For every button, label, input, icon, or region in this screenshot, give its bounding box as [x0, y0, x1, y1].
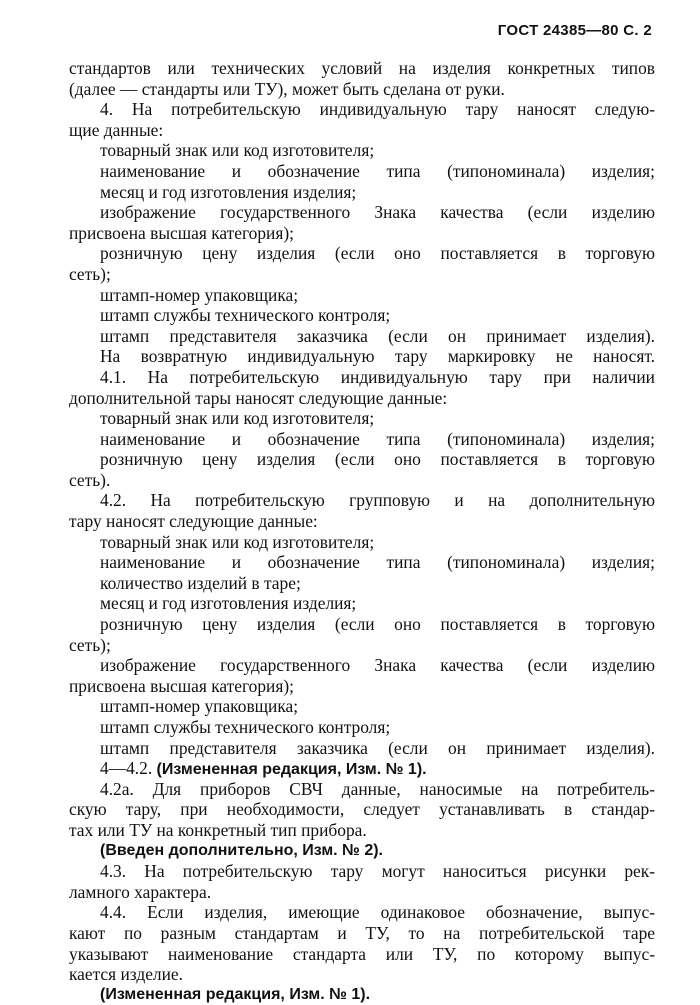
text-line: штамп-номер упаковщика; [100, 696, 299, 717]
text-line: розничную цену изделия (если оно поставляется в торговую [100, 243, 655, 264]
text-line: скую тару, при необходимости, следует устанавливать в стандар- [69, 799, 655, 820]
text-line: сеть). [69, 469, 111, 490]
text-line: изображение государственного Знака качества (если изделию [100, 202, 655, 223]
text-line: товарный знак или код изготовителя; [100, 140, 375, 161]
text-line: щие данные: [69, 119, 164, 140]
text-line: присвоена высшая категория); [69, 675, 294, 696]
text-line: розничную цену изделия (если оно поставляется в торговую [100, 449, 655, 470]
text-line: стандартов или технических условий на изделия конкретных типов [69, 58, 655, 78]
text-line: 4.4. Если изделия, имеющие одинаковое обозначение, выпус- [100, 902, 655, 923]
text-line: сеть); [69, 634, 111, 655]
text-line: товарный знак или код изготовителя; [100, 531, 375, 552]
text-line: месяц и год изготовления изделия; [100, 593, 357, 614]
text-line: 4.2. На потребительскую групповую и на дополнительную [100, 490, 655, 511]
text-line: товарный знак или код изготовителя; [100, 408, 375, 429]
text-line: 4.1. На потребительскую индивидуальную тару при наличии [100, 366, 655, 387]
text-line: штамп представителя заказчика (если он принимает изделия). [100, 325, 655, 346]
text-line: 4.3. На потребительскую тару могут наноситься рисунки рек- [100, 861, 655, 882]
text-line: месяц и год изготовления изделия; [100, 181, 357, 202]
text-line: 4.2а. Для приборов СВЧ данные, наносимые на потребитель- [100, 778, 655, 799]
text-line: (далее — стандарты или ТУ), может быть сделана от руки. [69, 78, 505, 99]
text-line: розничную цену изделия (если оно поставляется в торговую [100, 614, 655, 635]
text-line: наименование и обозначение типа (типономинала) изделия; [100, 552, 655, 573]
text-line: штамп-номер упаковщика; [100, 284, 299, 305]
text-line [69, 758, 655, 779]
section-ref: 4—4.2. [100, 758, 157, 779]
text-line: присвоена высшая категория); [69, 222, 294, 243]
text-line: штамп представителя заказчика (если он принимает изделия). [100, 737, 655, 758]
text-line: количество изделий в таре; [100, 572, 301, 593]
text-line: сеть); [69, 263, 111, 284]
text-line: кается изделие. [69, 964, 183, 985]
text-line: наименование и обозначение типа (типономинала) изделия; [100, 160, 655, 181]
text-line: На возвратную индивидуальную тару маркировку не наносят. [100, 346, 655, 367]
text-line: дополнительной тары наносят следующие данные: [69, 387, 448, 408]
text-line: тах или ТУ на конкретный тип прибора. [69, 819, 367, 840]
text-line: указывают наименование стандарта или ТУ, по которому выпус- [69, 943, 655, 964]
text-line: изображение государственного Знака качества (если изделию [100, 655, 655, 676]
text-line: 4. На потребительскую индивидуальную тару наносят следую- [100, 99, 655, 120]
text-line: штамп службы технического контроля; [100, 717, 391, 737]
text-line: тару наносят следующие данные: [69, 511, 318, 532]
document-body [69, 58, 655, 1005]
text-line: (Введен дополнительно, Изм. № 2). [100, 841, 383, 859]
text-line: штамп службы технического контроля; [100, 305, 391, 326]
text-line: ламного характера. [69, 881, 212, 902]
page-header: ГОСТ 24385—80 С. 2 [497, 22, 652, 39]
text-line: кают по разным стандартам и ТУ, то на потребительской таре [69, 922, 655, 943]
amendment-note: (Измененная редакция, Изм. № 1). [156, 761, 427, 779]
text-line: наименование и обозначение типа (типономинала) изделия; [100, 428, 655, 449]
text-line: (Измененная редакция, Изм. № 1). [100, 985, 371, 1003]
